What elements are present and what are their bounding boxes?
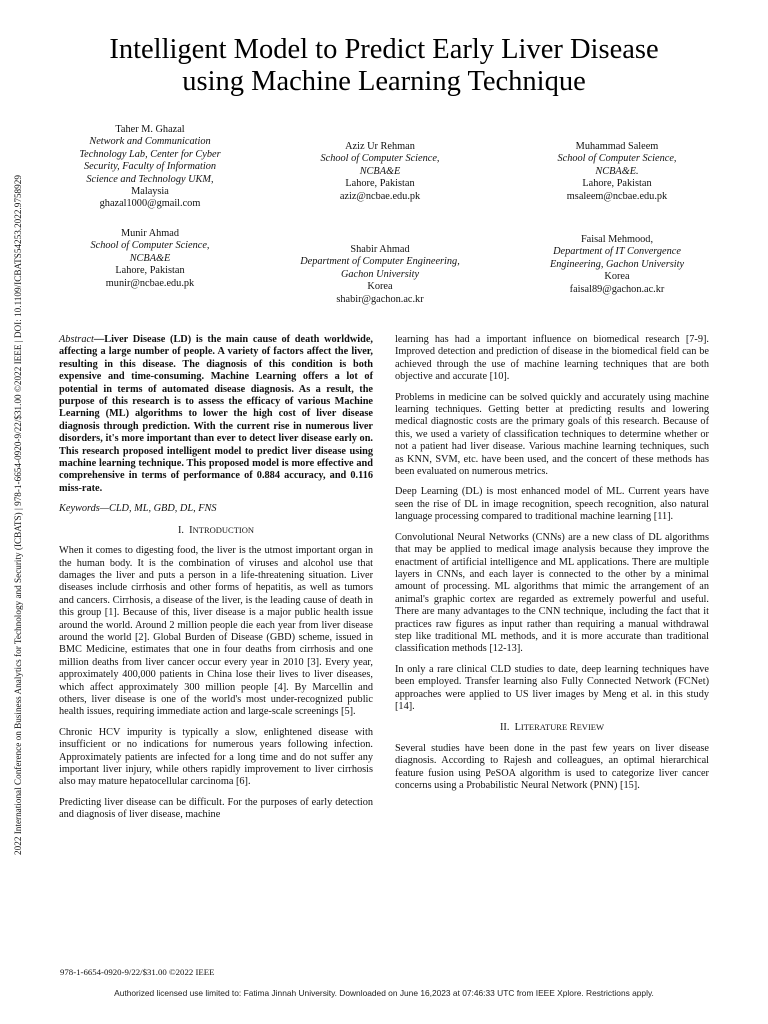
body-paragraph: Several studies have been done in the past few years on liver disease diagnosis. According to Rajesh and colleagues, an optimal hierarchical feature fusion using PeSOA algorithm is used to categorize liver cancer concerns using a Probabilistic Neural Network (PNN) [15]. bbox=[395, 742, 709, 791]
author-name: Taher M. Ghazal bbox=[115, 124, 185, 135]
abstract-text: —Liver Disease (LD) is the main cause of death worldwide, affecting a large number of people. A variety of factors affect the liver, resulting in this disease. The diagnosis of this condition is both expensive and time-consuming. Machine Learning offers a lot of potential in terms of automated disease diagnosis. As a result, the purpose of this research is to assess the efficacy of various Machine Learning (ML) algorithms to lower the high cost of liver disease diagnosis through prediction. With the current rise in numerous liver disorders, it's more important than ever to detect liver disease early on. This research proposed intelligent model to predict liver disease using machine learning technique. This proposed model is more effective and comprehensive in terms of performance of 0.884 accuracy, and 0.116 miss-rate. bbox=[59, 334, 373, 494]
section-title: EVIEW bbox=[576, 722, 604, 733]
author-block-4 bbox=[62, 228, 238, 290]
title-line-2: using Machine Learning Technique bbox=[182, 66, 586, 97]
author-affiliation: Department of Computer Engineering, bbox=[300, 256, 460, 268]
author-block-1 bbox=[62, 124, 238, 211]
body-paragraph: Problems in medicine can be solved quickly and accurately using machine learning techniques. Getting better at predicting results and lowering medical diagnostic costs are the primary goals of this research. Because of this, we used a variety of classification techniques to determine whether or not a patient had liver disease. Various machine learning techniques, such as KNN, SVM, etc. have been used, and the concert of these methods has been evaluated on numerous metrics. bbox=[395, 391, 709, 478]
body-paragraph: Deep Learning (DL) is most enhanced model of ML. Current years have seen the rise of DL in image recognition, speech recognition, also natural language processing compared to traditional machine learning [11]. bbox=[395, 486, 709, 523]
doi-sidebar-text: 2022 International Conference on Business Analytics for Technology and Security (ICBATS) | 978-1-6654-0920-9/22/$31.00 ©2022 IEEE | DOI: 10.1109/ICBATS54253.2022.9758929 bbox=[13, 175, 23, 855]
copyright-line: 978-1-6654-0920-9/22/$31.00 ©2022 IEEE bbox=[60, 967, 215, 977]
author-email: msaleem@ncbae.edu.pk bbox=[566, 190, 668, 202]
author-affiliation: Network and Communication bbox=[89, 136, 211, 148]
section-number: I. bbox=[178, 524, 185, 536]
author-affiliation: School of Computer Science, bbox=[320, 153, 440, 165]
abstract bbox=[59, 334, 373, 495]
author-affiliation: Department of IT Convergence bbox=[553, 246, 681, 258]
author-name: Muhammad Saleem bbox=[575, 141, 659, 152]
author-affiliation: Gachon University bbox=[340, 268, 420, 280]
title-line-1: Intelligent Model to Predict Early Liver Disease bbox=[109, 34, 659, 65]
author-block-2 bbox=[290, 141, 470, 203]
doi-sidebar bbox=[8, 150, 28, 870]
body-paragraph: When it comes to digesting food, the liver is the utmost important organ in the human body. It is the combination of viruses and alcohol use that damages the liver and puts a person in a life-threatening situation. Liver diseases include cirrhosis and other forms of hepatitis, as well as tumors and cancers. Cirrhosis, a disease of the liver, is the leading cause of death in this group [1]. Because of this, liver disease is a major public health issue around the world. Around 2 million people die each year from liver disease around the world [2]. Global Burden of Disease (GBD) scheme, issued in BMC Medicine, estimates that one in four deaths from cirrhosis and one million deaths from liver cancer occur every year in 2010 [3]. Every year, approximately 400,000 patients in China lose their lives to liver diseases, which affect approximately 300 million people [4]. By Marcellin and others, liver disease is one of the world's most under-recognized public health issues, requiring immediate action and large-scale screenings [5]. bbox=[59, 545, 373, 718]
author-affiliation: NCBA&E bbox=[129, 252, 171, 264]
author-block-6 bbox=[527, 234, 707, 296]
author-location: Korea bbox=[367, 281, 393, 293]
right-column bbox=[395, 334, 709, 792]
author-block-3 bbox=[527, 141, 707, 203]
author-name: Shabir Ahmad bbox=[350, 244, 410, 255]
author-location: Lahore, Pakistan bbox=[115, 265, 185, 277]
section-title: ITERATURE bbox=[520, 722, 568, 733]
author-affiliation: Technology Lab, Center for Cyber bbox=[79, 148, 221, 160]
abstract-label: Abstract bbox=[59, 334, 94, 345]
author-location: Lahore, Pakistan bbox=[582, 178, 652, 190]
body-paragraph: learning has had a important influence on biomedical research [7-9]. Improved detection and prediction of disease in the biomedical field can be achieved through the use of machine learning techniques that are both objective and accurate [10]. bbox=[395, 334, 709, 383]
author-name: Munir Ahmad bbox=[120, 228, 180, 239]
section-initial: L bbox=[514, 722, 521, 734]
body-paragraph: In only a rare clinical CLD studies to date, deep learning techniques have been employed. Transfer learning also Fully Connected Network (FCNet) approaches were applied to US liver images by Meng et al. in this study [14]. bbox=[395, 663, 709, 712]
section-heading-literature-review bbox=[395, 721, 709, 734]
section-heading-introduction bbox=[59, 524, 373, 537]
section-number: II. bbox=[499, 722, 510, 734]
author-name: Faisal Mehmood, bbox=[580, 234, 654, 245]
license-notice: Authorized licensed use limited to: Fatima Jinnah University. Downloaded on June 16,2023 at 07:46:33 UTC from IEEE Xplore. Restrictions apply. bbox=[114, 988, 654, 998]
author-email: aziz@ncbae.edu.pk bbox=[339, 190, 421, 202]
author-email: shabir@gachon.ac.kr bbox=[336, 293, 424, 305]
author-name: Aziz Ur Rehman bbox=[345, 141, 415, 152]
author-affiliation: Security, Faculty of Information bbox=[83, 161, 217, 173]
author-affiliation: School of Computer Science, bbox=[557, 153, 677, 165]
author-email: faisal89@gachon.ac.kr bbox=[569, 283, 665, 295]
body-paragraph: Convolutional Neural Networks (CNNs) are a new class of DL algorithms that may be applied to medical image analysis because they improve the enactment of artificial intelligence and ML applications. There are multiple layers in CNNs, and each layer is connected to the other by a minimal amount of processing. ML algorithms that mimic the arrangement of an animal's graphic cortex are regarded as extremely powerful and useful. There are many advantages to the CNN technique, including the fact that it practices raw figures as input rather than requiring a manual withdrawal step like traditional ML methods, and it is more accurate than traditional classification methods [12-13]. bbox=[395, 531, 709, 655]
author-email: munir@ncbae.edu.pk bbox=[105, 277, 195, 289]
section-initial: I bbox=[189, 524, 193, 536]
section-title: NTRODUCTION bbox=[192, 524, 254, 535]
author-affiliation: Science and Technology UKM, bbox=[86, 173, 214, 185]
author-email: ghazal1000@gmail.com bbox=[99, 198, 201, 210]
author-location: Malaysia bbox=[131, 186, 169, 198]
author-affiliation: Engineering, Gachon University bbox=[549, 258, 685, 270]
author-affiliation: School of Computer Science, bbox=[90, 240, 210, 252]
body-paragraph: Chronic HCV impurity is typically a slow, enlightened disease with insufficient or no indications for numerous years following infection. Approximately patients are infected for a long time and do not suffer any important liver injury, while others rapidly improvement to liver cirrhosis also may mature hepatocellular carcinoma [6]. bbox=[59, 726, 373, 788]
body-paragraph: Predicting liver disease can be difficult. For the purposes of early detection and diagnosis of liver disease, machine bbox=[59, 796, 373, 821]
author-location: Korea bbox=[604, 271, 630, 283]
left-column bbox=[59, 334, 373, 822]
author-affiliation: NCBA&E bbox=[359, 165, 401, 177]
keywords: Keywords—CLD, ML, GBD, DL, FNS bbox=[59, 503, 217, 515]
author-affiliation: NCBA&E. bbox=[595, 165, 639, 177]
author-block-5 bbox=[282, 244, 478, 306]
author-location: Lahore, Pakistan bbox=[345, 178, 415, 190]
paper-title bbox=[40, 34, 728, 98]
section-initial: R bbox=[569, 722, 577, 734]
